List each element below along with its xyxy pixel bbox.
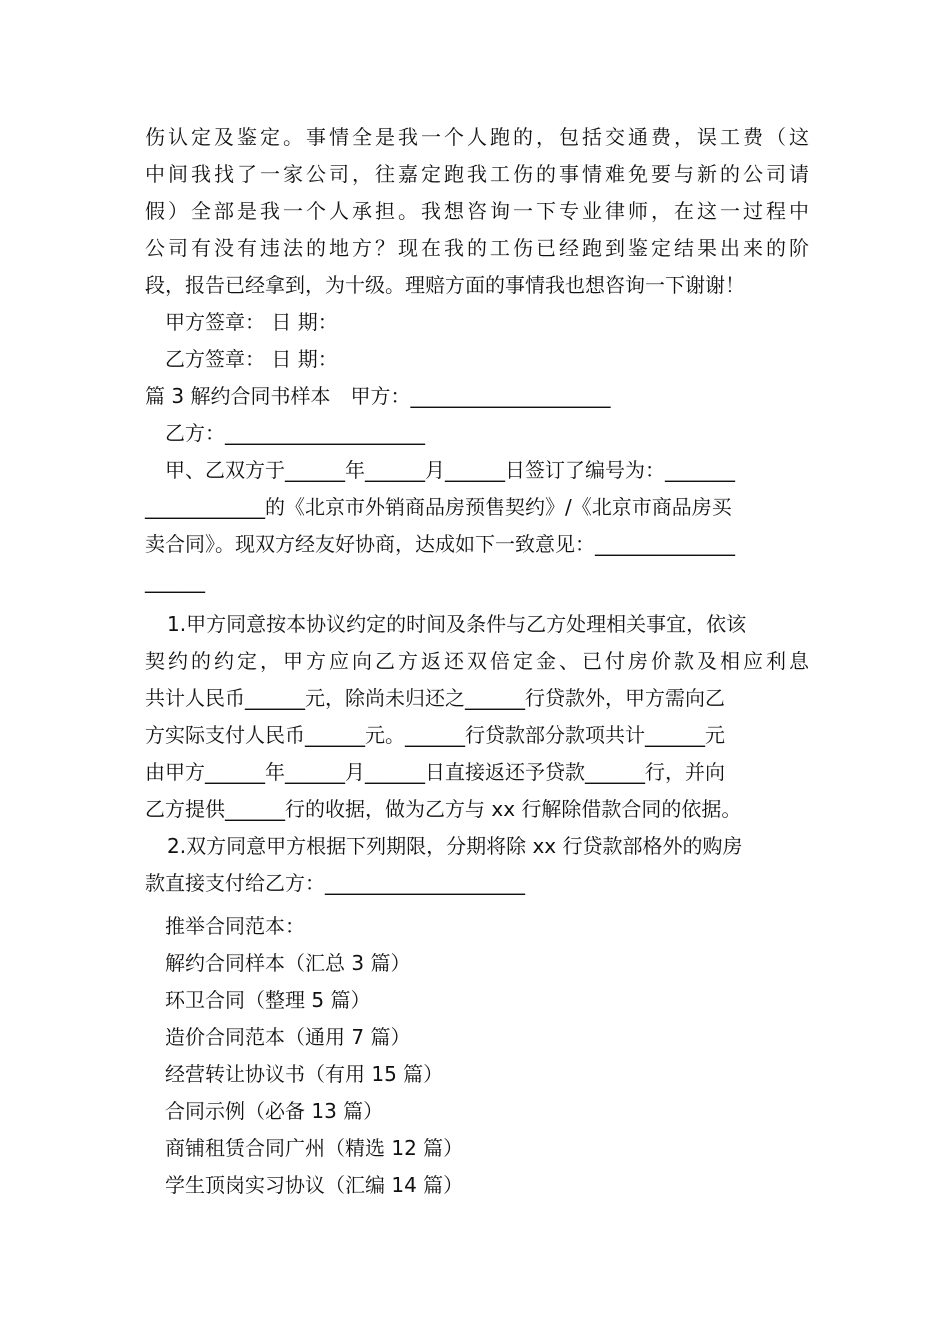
recommended-item[interactable]: 经营转让协议书（有用 15 篇） xyxy=(165,1062,444,1086)
clause-2-line: 款直接支付给乙方：____________________ xyxy=(145,871,525,895)
party-b-line: 乙方：____________________ xyxy=(165,421,425,445)
clause-1-line: 1.甲方同意按本协议约定的时间及条件与乙方处理相关事宜，依该 xyxy=(167,612,747,636)
recommended-item[interactable]: 学生顶岗实习协议（汇编 14 篇） xyxy=(165,1173,464,1197)
recommended-item[interactable]: 商铺租赁合同广州（精选 12 篇） xyxy=(165,1136,464,1160)
paragraph-line: 中间我找了一家公司，往嘉定跑我工伤的事情难免要与新的公司请 xyxy=(145,162,809,186)
recommended-item[interactable]: 造价合同范本（通用 7 篇） xyxy=(165,1025,411,1049)
paragraph-line: 卖合同》。现双方经友好协商，达成如下一致意见：______________ xyxy=(145,532,735,556)
paragraph-line: 甲、乙双方于______年______月______日签订了编号为：_______ xyxy=(165,458,735,482)
paragraph-line: ____________的《北京市外销商品房预售契约》/《北京市商品房买 xyxy=(145,495,732,519)
paragraph-line: ______ xyxy=(145,569,205,593)
recommended-item[interactable]: 解约合同样本（汇总 3 篇） xyxy=(165,951,411,975)
clause-2-line: 2.双方同意甲方根据下列期限，分期将除 xx 行贷款部格外的购房 xyxy=(167,834,743,858)
paragraph-line: 段，报告已经拿到，为十级。理赔方面的事情我也想咨询一下谢谢！ xyxy=(145,273,745,297)
document-body xyxy=(145,119,809,1204)
clause-1-line: 共计人民币______元，除尚未归还之______行贷款外，甲方需向乙 xyxy=(145,686,725,710)
clause-1-line: 契约的约定，甲方应向乙方返还双倍定金、已付房价款及相应利息 xyxy=(145,649,809,673)
section-heading: 篇 3 解约合同书样本 甲方：____________________ xyxy=(145,384,611,408)
recommended-item[interactable]: 合同示例（必备 13 篇） xyxy=(165,1099,384,1123)
recommended-heading: 推举合同范本： xyxy=(165,914,305,938)
paragraph-line: 假）全部是我一个人承担。我想咨询一下专业律师，在这一过程中 xyxy=(145,199,809,223)
recommended-item[interactable]: 环卫合同（整理 5 篇） xyxy=(165,988,371,1012)
paragraph-line: 公司有没有违法的地方？现在我的工伤已经跑到鉴定结果出来的阶 xyxy=(145,236,809,260)
party-a-signature-line: 甲方签章： 日 期： xyxy=(165,310,338,334)
clause-1-line: 乙方提供______行的收据，做为乙方与 xx 行解除借款合同的依据。 xyxy=(145,797,742,821)
party-b-signature-line: 乙方签章： 日 期： xyxy=(165,347,338,371)
clause-1-line: 方实际支付人民币______元。______行贷款部分款项共计______元 xyxy=(145,723,725,747)
paragraph-line: 伤认定及鉴定。事情全是我一个人跑的，包括交通费，误工费（这 xyxy=(145,125,809,149)
clause-1-line: 由甲方______年______月______日直接返还予贷款______行，并向 xyxy=(145,760,725,784)
